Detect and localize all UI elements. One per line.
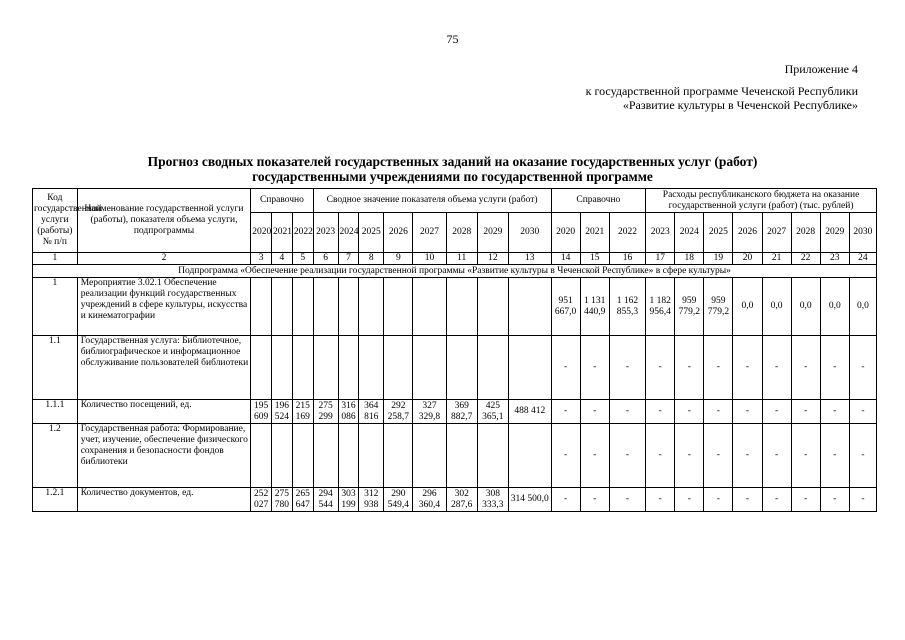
volume-cell [384,424,413,488]
annex-label: Приложение 4 [784,62,858,76]
expense-cell: 951 667,0 [551,278,580,336]
volume-cell [292,278,313,336]
row-code: 1.2.1 [33,488,78,512]
volume-cell: 265 647 [292,488,313,512]
volume-cell [477,336,508,400]
expense-cell: - [704,424,733,488]
expense-cell: - [551,424,580,488]
header-year-expense: 2023 [646,213,675,253]
column-index: 4 [272,253,293,265]
volume-cell [313,278,338,336]
column-index: 19 [704,253,733,265]
title-line-2: государственными учреждениями по государственной программе [252,169,653,184]
volume-cell [251,424,272,488]
volume-cell: 252 027 [251,488,272,512]
volume-cell: 425 365,1 [477,400,508,424]
volume-cell: 275 299 [313,400,338,424]
expense-cell: - [704,336,733,400]
expense-cell: - [791,336,820,400]
table-row [33,278,877,336]
row-code: 1 [33,278,78,336]
volume-cell [359,424,384,488]
header-year-expense: 2030 [849,213,876,253]
table-row [33,488,877,512]
volume-cell [272,424,293,488]
expense-cell: - [609,400,645,424]
expense-cell: - [580,400,609,424]
volume-cell: 369 882,7 [446,400,477,424]
header-year-volume: 2024 [338,213,359,253]
volume-cell [477,278,508,336]
column-index: 21 [762,253,791,265]
page-number: 75 [446,32,459,46]
expense-cell: - [609,336,645,400]
header-year-expense: 2021 [580,213,609,253]
header-year-expense: 2028 [791,213,820,253]
expense-cell: - [704,400,733,424]
expense-cell: - [551,336,580,400]
row-code: 1.1 [33,336,78,400]
expense-cell: - [675,424,704,488]
volume-cell: 327 329,8 [413,400,446,424]
column-index: 3 [251,253,272,265]
volume-cell [446,278,477,336]
table-row [33,400,877,424]
expense-cell: 0,0 [791,278,820,336]
volume-cell [292,336,313,400]
expense-cell: - [609,488,645,512]
volume-cell [313,336,338,400]
row-name: Количество посещений, ед. [77,400,251,424]
header-reference-1: Справочно [251,189,313,213]
forecast-table [32,188,877,512]
header-year-volume: 2030 [508,213,551,253]
volume-cell [446,336,477,400]
header-year-expense: 2029 [820,213,849,253]
header-year-expense: 2027 [762,213,791,253]
expense-cell: - [580,336,609,400]
expense-cell: - [849,424,876,488]
expense-cell: 0,0 [762,278,791,336]
expense-cell: - [820,400,849,424]
column-index: 1 [33,253,78,265]
volume-cell [338,424,359,488]
volume-cell: 314 500,0 [508,488,551,512]
volume-cell [338,336,359,400]
expense-cell: - [580,424,609,488]
volume-cell: 290 549,4 [384,488,413,512]
volume-cell [477,424,508,488]
volume-cell: 215 169 [292,400,313,424]
volume-cell: 302 287,6 [446,488,477,512]
header-year-volume: 2029 [477,213,508,253]
expense-cell: - [609,424,645,488]
header-year-expense: 2020 [551,213,580,253]
expense-cell: 1 182 956,4 [646,278,675,336]
expense-cell: - [646,336,675,400]
header-reference-2: Справочно [551,189,646,213]
volume-cell: 316 086 [338,400,359,424]
volume-cell [359,278,384,336]
volume-cell [272,336,293,400]
column-index: 9 [384,253,413,265]
expense-cell: - [762,488,791,512]
column-index: 20 [733,253,762,265]
volume-cell [413,278,446,336]
header-year-volume: 2027 [413,213,446,253]
header-year-volume: 2023 [313,213,338,253]
expense-cell: - [849,400,876,424]
column-index: 2 [77,253,251,265]
volume-cell: 195 609 [251,400,272,424]
expense-cell: - [762,400,791,424]
volume-cell: 364 816 [359,400,384,424]
header-year-volume: 2028 [446,213,477,253]
expense-cell: - [733,400,762,424]
expense-cell: - [646,400,675,424]
header-year-expense: 2025 [704,213,733,253]
volume-cell [413,336,446,400]
header-name: Наименование государственной услуги (работы), показателя объема услуги, подпрограммы [77,189,251,253]
volume-cell [292,424,313,488]
volume-cell [313,424,338,488]
column-index: 7 [338,253,359,265]
expense-cell: - [762,424,791,488]
column-index: 16 [609,253,645,265]
row-name: Государственная работа: Формирование, учет, изучение, обеспечение физического сохранения и безопасности фондов библиотеки [77,424,251,488]
column-index: 13 [508,253,551,265]
column-index: 11 [446,253,477,265]
column-index: 23 [820,253,849,265]
volume-cell [384,336,413,400]
volume-cell [508,336,551,400]
column-index: 17 [646,253,675,265]
header-expenses: Расходы республиканского бюджета на оказание государственной услуги (работ) (тыс. рублей) [646,189,877,213]
expense-cell: - [849,336,876,400]
subprogram-row: Подпрограмма «Обеспечение реализации государственной программы «Развитие культуры в Чеченской Республике» в сфере культуры» [33,265,877,278]
column-index: 6 [313,253,338,265]
expense-cell: - [733,336,762,400]
header-summary: Сводное значение показателя объема услуги (работ) [313,189,551,213]
header-year-expense: 2026 [733,213,762,253]
title-line-1: Прогноз сводных показателей государственных заданий на оказание государственных услуг (работ) [147,154,758,169]
volume-cell [446,424,477,488]
volume-cell [272,278,293,336]
volume-cell: 275 780 [272,488,293,512]
header-year-expense: 2024 [675,213,704,253]
expense-cell: - [675,400,704,424]
document-title [0,154,905,184]
expense-cell: - [820,336,849,400]
header-year-volume: 2022 [292,213,313,253]
table-row [33,336,877,400]
row-name: Мероприятие 3.02.1 Обеспечение реализации функций государственных учреждений в сфере культуры, искусства и кинематографии [77,278,251,336]
expense-cell: - [733,488,762,512]
expense-cell: - [675,336,704,400]
volume-cell [508,424,551,488]
column-index: 18 [675,253,704,265]
header-year-expense: 2022 [609,213,645,253]
column-index: 15 [580,253,609,265]
expense-cell: - [675,488,704,512]
expense-cell: - [733,424,762,488]
volume-cell [508,278,551,336]
expense-cell: - [820,488,849,512]
program-line-1: к государственной программе Чеченской Республики [585,84,858,98]
volume-cell [359,336,384,400]
header-code: Код государственной услуги (работы) № п/п [33,189,78,253]
expense-cell: 959 779,2 [704,278,733,336]
expense-cell: - [820,424,849,488]
expense-cell: - [791,424,820,488]
expense-cell: 0,0 [733,278,762,336]
column-index: 5 [292,253,313,265]
expense-cell: - [580,488,609,512]
volume-cell: 196 524 [272,400,293,424]
row-code: 1.2 [33,424,78,488]
expense-cell: - [791,488,820,512]
expense-cell: - [704,488,733,512]
program-line-2: «Развитие культуры в Чеченской Республике» [622,98,858,112]
expense-cell: - [762,336,791,400]
header-year-volume: 2020 [251,213,272,253]
volume-cell [251,336,272,400]
column-index: 10 [413,253,446,265]
expense-cell: - [551,488,580,512]
expense-cell: 0,0 [820,278,849,336]
volume-cell: 294 544 [313,488,338,512]
expense-cell: - [551,400,580,424]
expense-cell: - [791,400,820,424]
expense-cell: - [646,424,675,488]
expense-cell: - [849,488,876,512]
expense-cell: 0,0 [849,278,876,336]
volume-cell: 292 258,7 [384,400,413,424]
volume-cell [384,278,413,336]
volume-cell: 488 412 [508,400,551,424]
header-year-volume: 2021 [272,213,293,253]
row-name: Количество документов, ед. [77,488,251,512]
volume-cell: 308 333,3 [477,488,508,512]
expense-cell: 1 131 440,9 [580,278,609,336]
row-code: 1.1.1 [33,400,78,424]
volume-cell: 296 360,4 [413,488,446,512]
expense-cell: - [646,488,675,512]
column-index: 22 [791,253,820,265]
column-index: 12 [477,253,508,265]
volume-cell: 303 199 [338,488,359,512]
expense-cell: 959 779,2 [675,278,704,336]
volume-cell [251,278,272,336]
column-index: 24 [849,253,876,265]
expense-cell: 1 162 855,3 [609,278,645,336]
header-year-volume: 2026 [384,213,413,253]
column-index: 8 [359,253,384,265]
column-index: 14 [551,253,580,265]
volume-cell [338,278,359,336]
table-row [33,424,877,488]
volume-cell: 312 938 [359,488,384,512]
header-year-volume: 2025 [359,213,384,253]
row-name: Государственная услуга: Библиотечное, библиографическое и информационное обслуживание пользователей библиотеки [77,336,251,400]
volume-cell [413,424,446,488]
